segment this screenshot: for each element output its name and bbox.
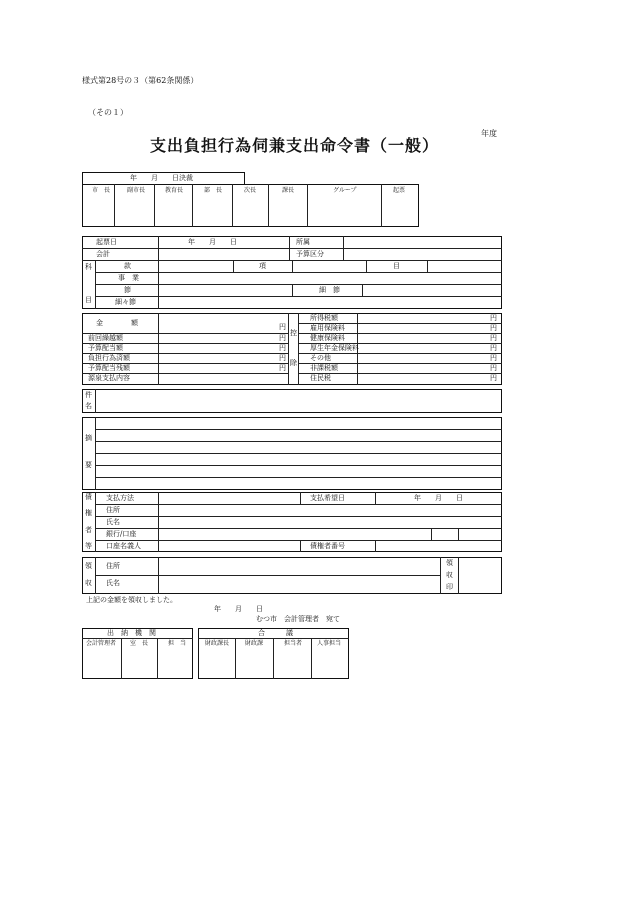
yen-r5: 円 bbox=[490, 354, 497, 362]
yen-r4: 円 bbox=[490, 344, 497, 352]
juumin-zei-label: 住民税 bbox=[310, 374, 331, 382]
approval-col-vice-mayor: 副市長 bbox=[127, 187, 146, 194]
kojo-label-bottom: 除 bbox=[290, 359, 297, 367]
receipt-side-1: 領 bbox=[85, 562, 92, 570]
subject-block bbox=[82, 389, 502, 413]
setsu-label: 節 bbox=[124, 286, 131, 294]
kihyobi-label: 起票日 bbox=[96, 238, 117, 246]
suitou-title: 出 納 機 関 bbox=[107, 629, 156, 637]
stamp-label-1: 領 bbox=[446, 559, 453, 567]
kou-label: 項 bbox=[259, 262, 266, 270]
aigi-col-tantousha: 担当者 bbox=[284, 640, 303, 647]
yen-r6: 円 bbox=[490, 364, 497, 372]
futan-zumi-label: 負担行為済額 bbox=[88, 354, 130, 362]
approval-col-superintendent: 教育長 bbox=[165, 187, 184, 194]
receipt-addressee: むつ市 会計管理者 宛て bbox=[256, 615, 340, 623]
approval-col-deputy: 次長 bbox=[244, 187, 257, 194]
creditor-shimei-label: 氏名 bbox=[106, 518, 120, 526]
haitou-zan-label: 予算配当残額 bbox=[88, 364, 130, 372]
sonota-label: その他 bbox=[310, 354, 331, 362]
approval-col-drafter: 起票 bbox=[393, 187, 406, 194]
kenmei-label-top: 件 bbox=[85, 391, 92, 399]
yen-zenkai: 円 bbox=[279, 334, 286, 342]
suitou-col-shitsucho: 室 長 bbox=[130, 640, 149, 647]
kan-label: 款 bbox=[124, 262, 131, 270]
meigi-label: 口座名義人 bbox=[106, 542, 141, 550]
shotoku-zei-label: 所得税額 bbox=[310, 314, 338, 322]
fiscal-year-label: 年度 bbox=[481, 129, 497, 138]
kojo-label-top: 控 bbox=[290, 329, 297, 337]
stamp-label-2: 収 bbox=[446, 571, 453, 579]
kamoku-label-top: 科 bbox=[85, 263, 92, 271]
tekiyo-label-bottom: 要 bbox=[85, 461, 92, 469]
creditor-number-label: 債権者番号 bbox=[310, 542, 345, 550]
sono-label: （その１） bbox=[88, 108, 128, 117]
suitou-col-tantou: 担 当 bbox=[168, 640, 187, 647]
gensen-label: 源泉支払内容 bbox=[88, 374, 130, 382]
shiharai-kibou-date: 年 月 日 bbox=[414, 494, 463, 502]
jigyou-label: 事 業 bbox=[118, 274, 139, 282]
yen-zan: 円 bbox=[279, 364, 286, 372]
kenmei-label-bottom: 名 bbox=[85, 402, 92, 410]
receipt-shimei-label: 氏名 bbox=[106, 579, 120, 587]
saisaisetsu-label: 細々節 bbox=[115, 298, 136, 306]
creditor-side-4: 等 bbox=[85, 542, 92, 550]
shozoku-label: 所属 bbox=[296, 238, 310, 246]
koyou-hoken-label: 雇用保険料 bbox=[310, 324, 345, 332]
approval-col-mayor: 市 長 bbox=[92, 187, 111, 194]
receipt-jusho-label: 住所 bbox=[106, 562, 120, 570]
creditor-side-2: 権 bbox=[85, 509, 92, 517]
kaikei-label: 会計 bbox=[96, 250, 110, 258]
aigi-title: 合 議 bbox=[258, 629, 293, 637]
yen-r3: 円 bbox=[490, 334, 497, 342]
aigi-col-zaisei-kacho: 財政課長 bbox=[205, 640, 230, 647]
decision-date-label: 年 月 日決裁 bbox=[130, 174, 193, 182]
hikazei-label: 非課税額 bbox=[310, 364, 338, 372]
receipt-date: 年 月 日 bbox=[214, 605, 263, 613]
stamp-label-3: 印 bbox=[446, 583, 453, 591]
creditor-side-1: 債 bbox=[85, 493, 92, 501]
receipt-statement: 上記の金額を領収しました。 bbox=[86, 596, 177, 604]
approval-col-section-chief: 課長 bbox=[282, 187, 295, 194]
approval-col-director: 部 長 bbox=[204, 187, 223, 194]
yen-r2: 円 bbox=[490, 324, 497, 332]
yen-kingaku: 円 bbox=[279, 323, 286, 331]
kihyobi-date: 年 月 日 bbox=[188, 238, 237, 246]
ginkou-label: 銀行/口座 bbox=[106, 530, 137, 538]
kingaku-label: 金 額 bbox=[96, 319, 138, 327]
yen-futan: 円 bbox=[279, 354, 286, 362]
zenkai-kurikoshi-label: 前回繰越額 bbox=[88, 334, 123, 342]
moku-label: 目 bbox=[393, 262, 400, 270]
yen-haitou: 円 bbox=[279, 344, 286, 352]
creditor-jusho-label: 住所 bbox=[106, 506, 120, 514]
tekiyo-label-top: 摘 bbox=[85, 434, 92, 442]
suitou-col-kaikei: 会計管理者 bbox=[86, 640, 117, 647]
yosan-haitou-label: 予算配当額 bbox=[88, 344, 123, 352]
yen-r1: 円 bbox=[490, 314, 497, 322]
kamoku-label-bottom: 目 bbox=[85, 296, 92, 304]
yen-r7: 円 bbox=[490, 374, 497, 382]
saisetsu-label: 細 節 bbox=[319, 286, 340, 294]
approval-col-group: グループ bbox=[333, 187, 357, 194]
kenkou-hoken-label: 健康保険料 bbox=[310, 334, 345, 342]
page-title: 支出負担行為伺兼支出命令書（一般） bbox=[150, 136, 440, 155]
form-reference: 様式第28号の３（第62条関係） bbox=[82, 76, 199, 85]
kousei-nenkin-label: 厚生年金保険料 bbox=[310, 344, 359, 352]
aigi-col-jinji: 人事担当 bbox=[317, 640, 342, 647]
yosan-kubun-label: 予算区分 bbox=[296, 250, 324, 258]
shiharai-kibou-label: 支払希望日 bbox=[310, 494, 345, 502]
shiharai-houhou-label: 支払方法 bbox=[106, 494, 134, 502]
creditor-side-3: 者 bbox=[85, 526, 92, 534]
aigi-col-zaisei-ka: 財政課 bbox=[245, 640, 264, 647]
receipt-side-2: 収 bbox=[85, 579, 92, 587]
